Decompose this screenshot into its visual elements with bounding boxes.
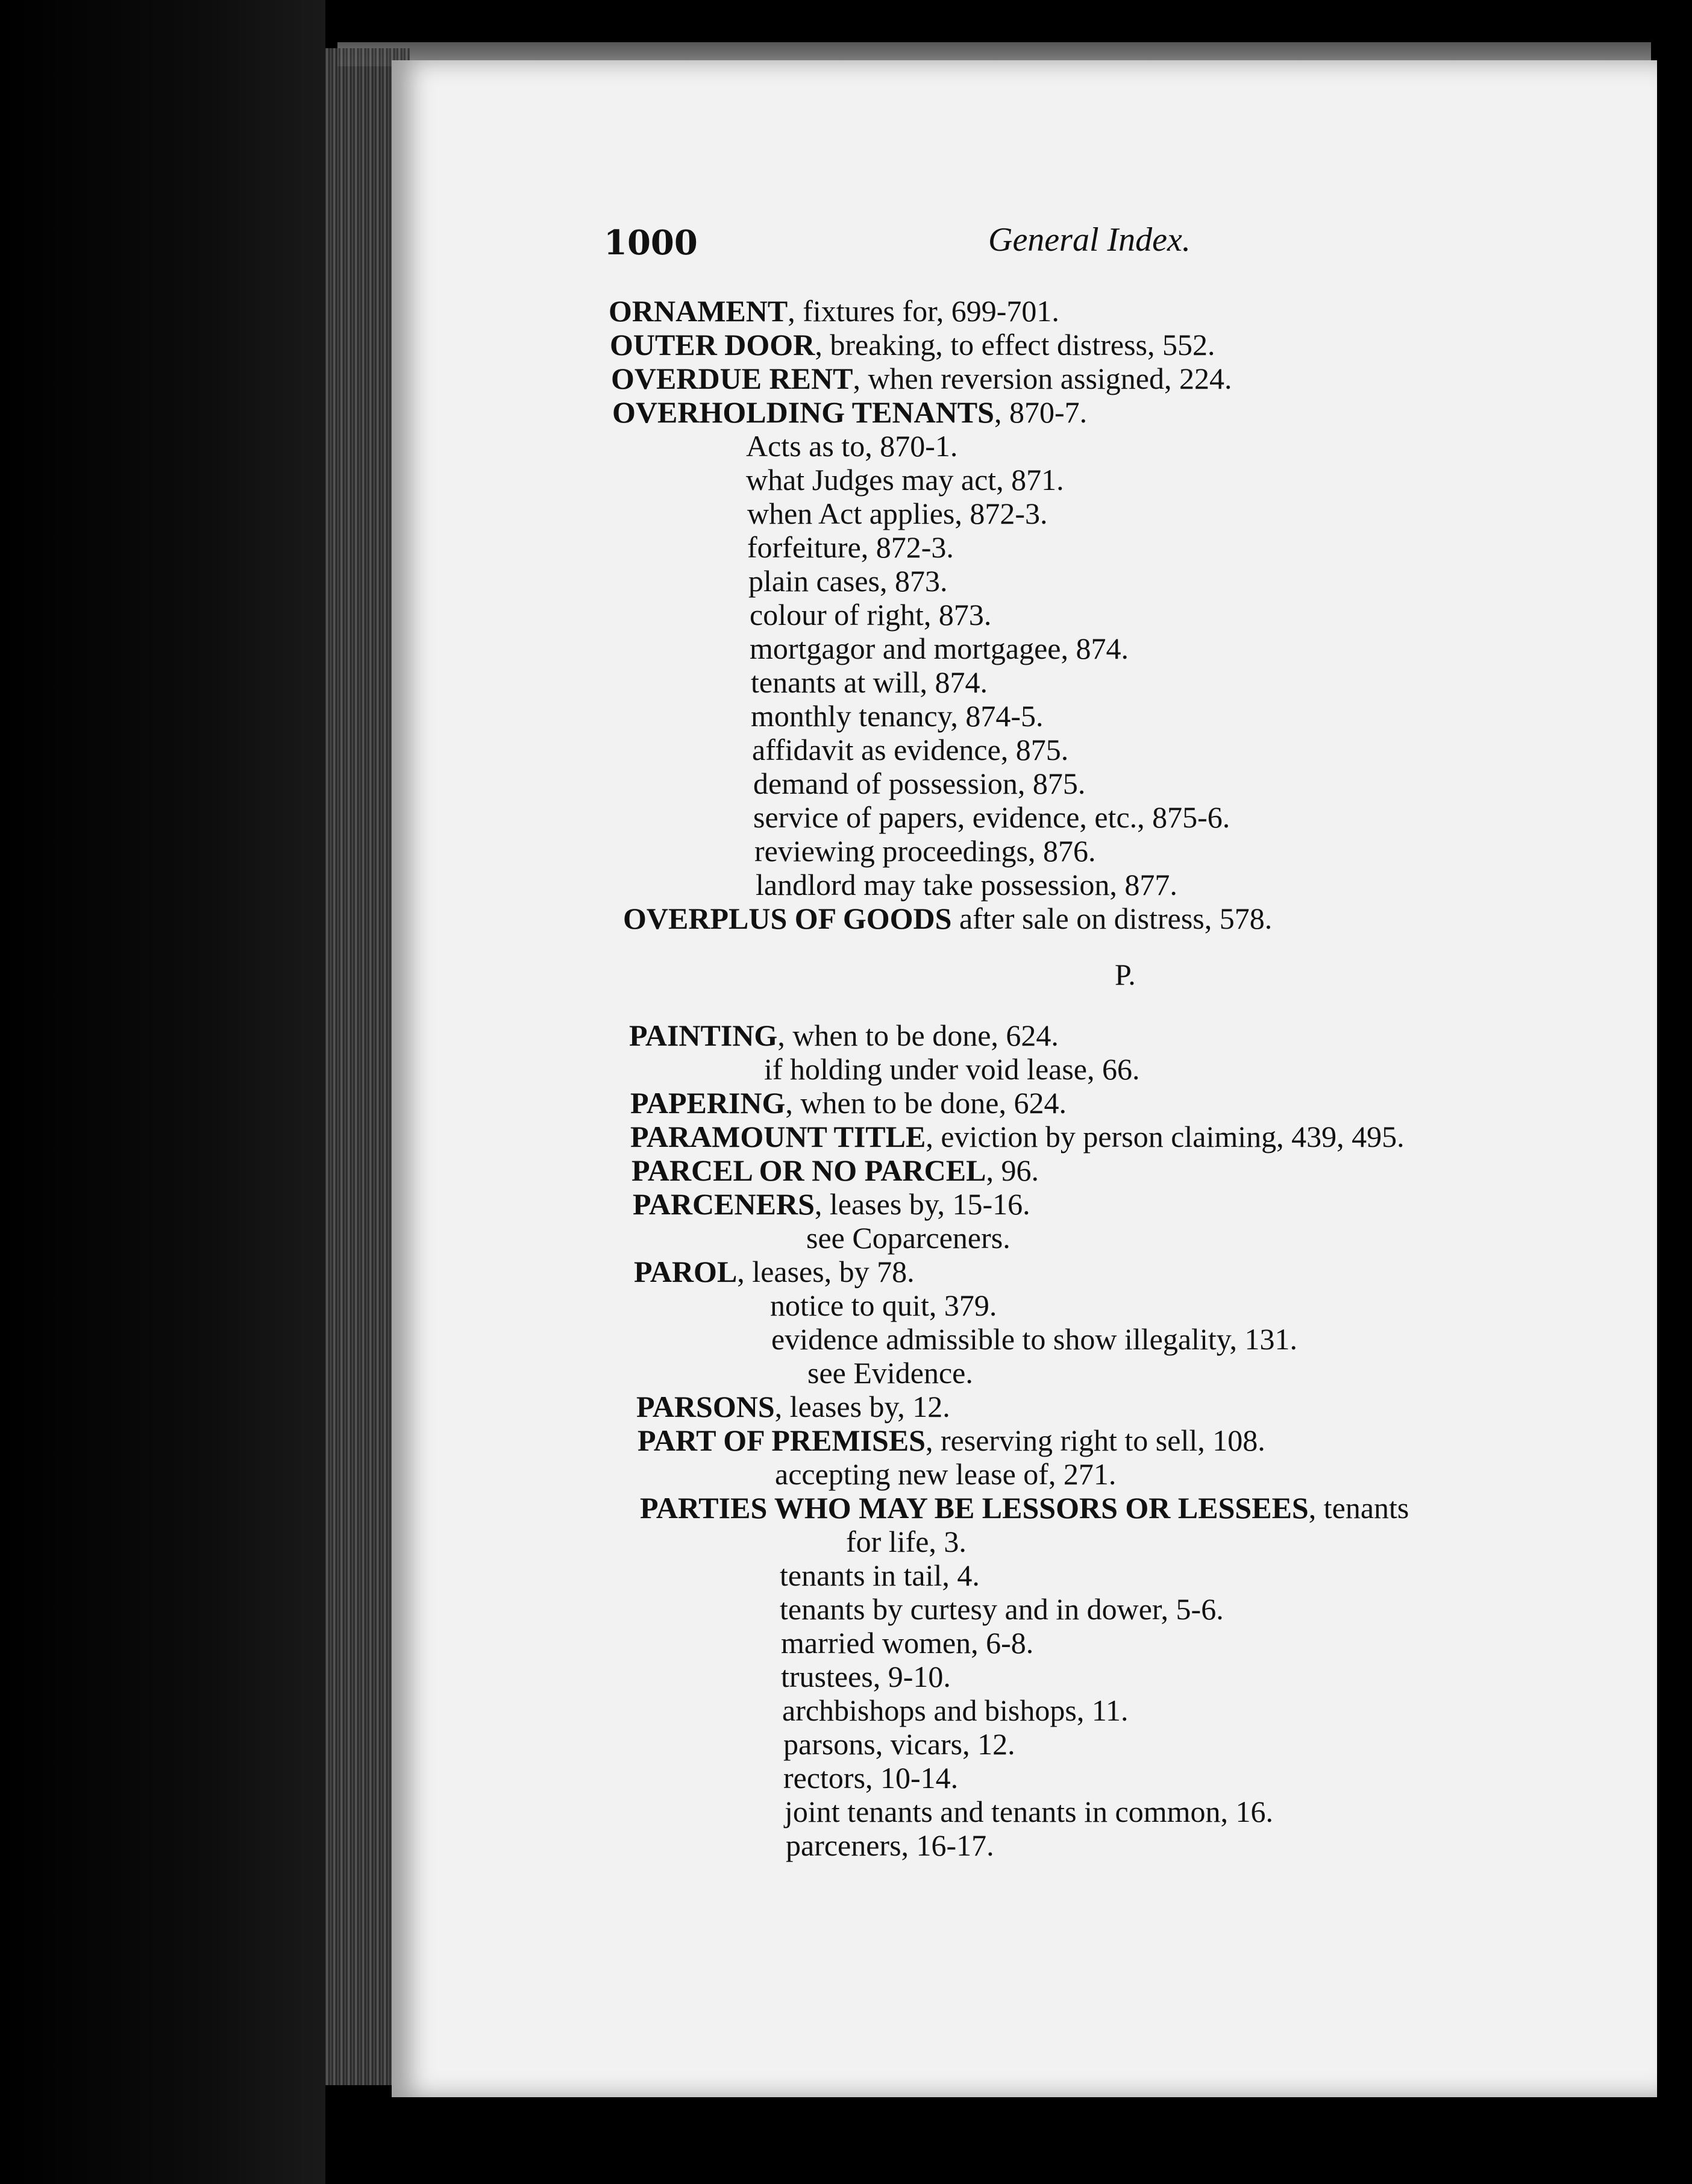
index-line: monthly tenancy, 874-5.	[751, 699, 1044, 733]
scan-background	[0, 0, 325, 2184]
index-line: for life, 3.	[846, 1525, 967, 1558]
index-line: PARTIES WHO MAY BE LESSORS OR LESSEES, tenants	[640, 1491, 1409, 1525]
index-line: PAINTING, when to be done, 624.	[629, 1018, 1059, 1052]
index-line: accepting new lease of, 271.	[775, 1457, 1117, 1491]
index-line: OVERDUE RENT, when reversion assigned, 224.	[611, 362, 1232, 395]
index-line: married women, 6-8.	[781, 1626, 1034, 1660]
index-line: see Coparceners.	[806, 1221, 1010, 1255]
index-line: PARAMOUNT TITLE, eviction by person claiming, 439, 495.	[630, 1120, 1405, 1153]
index-line: mortgagor and mortgagee, 874.	[750, 632, 1129, 665]
index-line: see Evidence.	[807, 1356, 973, 1390]
index-line: tenants at will, 874.	[751, 665, 988, 699]
index-line: PARCEL OR NO PARCEL, 96.	[631, 1153, 1039, 1187]
index-line: when Act applies, 872-3.	[747, 497, 1048, 530]
index-line: archbishops and bishops, 11.	[782, 1693, 1129, 1727]
index-line: evidence admissible to show illegality, 131.	[771, 1322, 1297, 1356]
index-line: joint tenants and tenants in common, 16.	[785, 1795, 1273, 1828]
index-line: what Judges may act, 871.	[746, 463, 1064, 497]
index-line: rectors, 10-14.	[783, 1761, 959, 1795]
index-line: forfeiture, 872-3.	[747, 530, 954, 564]
index-line: affidavit as evidence, 875.	[752, 733, 1069, 767]
index-line: parceners, 16-17.	[786, 1828, 994, 1862]
index-line: ORNAMENT, fixtures for, 699-701.	[609, 294, 1059, 328]
index-line: Acts as to, 870-1.	[746, 429, 958, 463]
index-line: service of papers, evidence, etc., 875-6.	[753, 800, 1230, 834]
section-letter: P.	[1115, 958, 1136, 991]
running-head: General Index.	[988, 221, 1191, 259]
index-line: demand of possession, 875.	[753, 767, 1086, 800]
index-line: reviewing proceedings, 876.	[754, 834, 1096, 868]
index-page	[392, 60, 1657, 2097]
index-line: PARSONS, leases by, 12.	[636, 1390, 950, 1423]
index-line: PAROL, leases, by 78.	[634, 1255, 915, 1288]
index-line: plain cases, 873.	[748, 564, 948, 598]
index-line: tenants by curtesy and in dower, 5-6.	[780, 1592, 1224, 1626]
index-line: parsons, vicars, 12.	[783, 1727, 1015, 1761]
page-number: 1000	[604, 223, 698, 263]
index-line: PART OF PREMISES, reserving right to sell, 108.	[638, 1423, 1265, 1457]
index-line: colour of right, 873.	[750, 598, 992, 632]
index-line: notice to quit, 379.	[770, 1288, 997, 1322]
index-line: OVERPLUS OF GOODS after sale on distress, 578.	[623, 902, 1273, 935]
index-line: if holding under void lease, 66.	[764, 1052, 1140, 1086]
index-line: OUTER DOOR, breaking, to effect distress, 552.	[610, 328, 1215, 362]
index-line: PARCENERS, leases by, 15-16.	[633, 1187, 1030, 1221]
index-line: PAPERING, when to be done, 624.	[630, 1086, 1067, 1120]
index-entries	[392, 60, 1657, 2097]
index-line: trustees, 9-10.	[781, 1660, 951, 1693]
index-line: OVERHOLDING TENANTS, 870-7.	[612, 395, 1088, 429]
index-line: landlord may take possession, 877.	[756, 868, 1177, 902]
index-line: tenants in tail, 4.	[780, 1558, 980, 1592]
